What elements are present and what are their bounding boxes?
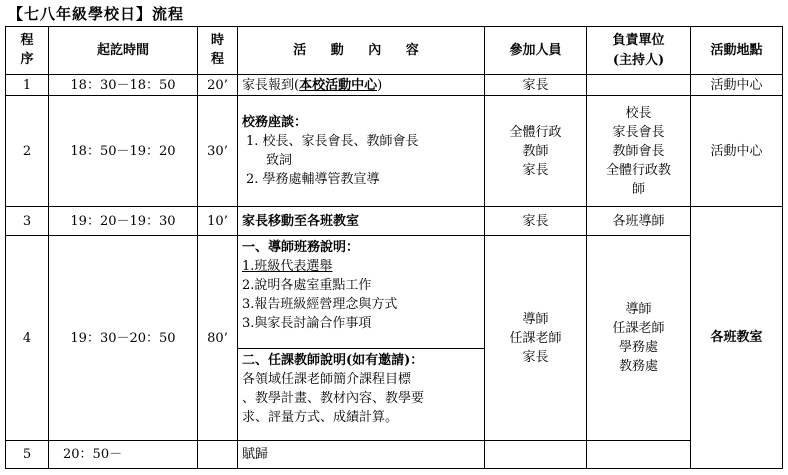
- row1-location: 活動中心: [691, 75, 783, 96]
- row3-seq: 3: [6, 207, 49, 236]
- row2-activity-title: 校務座談：: [242, 115, 308, 130]
- list-item: 1.班級代表選舉: [242, 259, 333, 274]
- header-activity: 活 動 內 容: [238, 27, 485, 75]
- header-row: [6, 27, 783, 75]
- row2-time: 18：50－19：20: [49, 96, 198, 207]
- row5-duration: [198, 441, 238, 469]
- page-title: 【七八年級學校日】流程: [8, 5, 185, 23]
- row5-host: [587, 441, 691, 469]
- row1-duration: 20’: [198, 75, 238, 96]
- header-host: 負責單位 (主持人): [587, 27, 691, 75]
- row1-time: 18：30－18：50: [49, 75, 198, 96]
- row3-time: 19：20－19：30: [49, 207, 198, 236]
- row4-activity: [238, 236, 485, 441]
- row3-participants: 家長: [485, 207, 587, 236]
- row3-5-location: 各班教室: [691, 207, 783, 469]
- row3-host: 各班導師: [587, 207, 691, 236]
- row2-duration: 30’: [198, 96, 238, 207]
- table-row: [6, 236, 783, 441]
- list-item: 、教學計畫、教材內容、教學要: [242, 391, 425, 406]
- row3-duration: 10’: [198, 207, 238, 236]
- header-time: 起訖時間: [49, 27, 198, 75]
- row3-activity: 家長移動至各班教室: [238, 207, 485, 236]
- table-row: [6, 441, 783, 469]
- row5-time: 20：50－: [49, 441, 198, 469]
- row5-activity: 賦歸: [238, 441, 485, 469]
- header-participants: 參加人員: [485, 27, 587, 75]
- row2-location: 活動中心: [691, 96, 783, 207]
- row4-participants: 導師 任課老師 家長: [485, 236, 587, 441]
- table-row: [6, 96, 783, 207]
- table-row: [6, 207, 783, 236]
- schedule-table: [5, 26, 783, 469]
- table-row: [6, 75, 783, 96]
- row1-seq: 1: [6, 75, 49, 96]
- list-item: 3.與家長討論合作事項: [242, 316, 372, 331]
- list-item: 致詞: [266, 153, 293, 168]
- row4-seq: 4: [6, 236, 49, 441]
- row2-activity: [238, 96, 485, 207]
- header-seq: 程序: [6, 27, 49, 75]
- list-item: 1. 校長、家長會長、教師會長: [246, 134, 419, 149]
- list-item: 求、評量方式、成績計算。: [242, 410, 399, 425]
- row1-activity: 家長報到(本校活動中心): [238, 75, 485, 96]
- row4-host: 導師 任課老師 學務處 教務處: [587, 236, 691, 441]
- row1-host: [587, 75, 691, 96]
- row5-seq: 5: [6, 441, 49, 469]
- row5-participants: [485, 441, 587, 469]
- header-duration: 時程: [198, 27, 238, 75]
- list-item: 各領域任課老師簡介課程目標: [242, 372, 412, 387]
- list-item: 2. 學務處輔導管教宣導: [246, 172, 380, 187]
- list-item: 2.說明各處室重點工作: [242, 278, 372, 293]
- row2-host: 校長 家長會長 教師會長 全體行政教 師: [587, 96, 691, 207]
- list-item: 3.報告班級經營理念與方式: [242, 297, 398, 312]
- row4-section1-title: 一、導師班務說明：: [242, 240, 360, 255]
- row1-participants: 家長: [485, 75, 587, 96]
- row2-participants: 全體行政 教師 家長: [485, 96, 587, 207]
- row4-section2-title: 二、任課教師說明(如有邀請)：: [242, 353, 424, 368]
- header-location: 活動地點: [691, 27, 783, 75]
- row2-seq: 2: [6, 96, 49, 207]
- row4-time: 19：30－20：50: [49, 236, 198, 441]
- row4-duration: 80’: [198, 236, 238, 441]
